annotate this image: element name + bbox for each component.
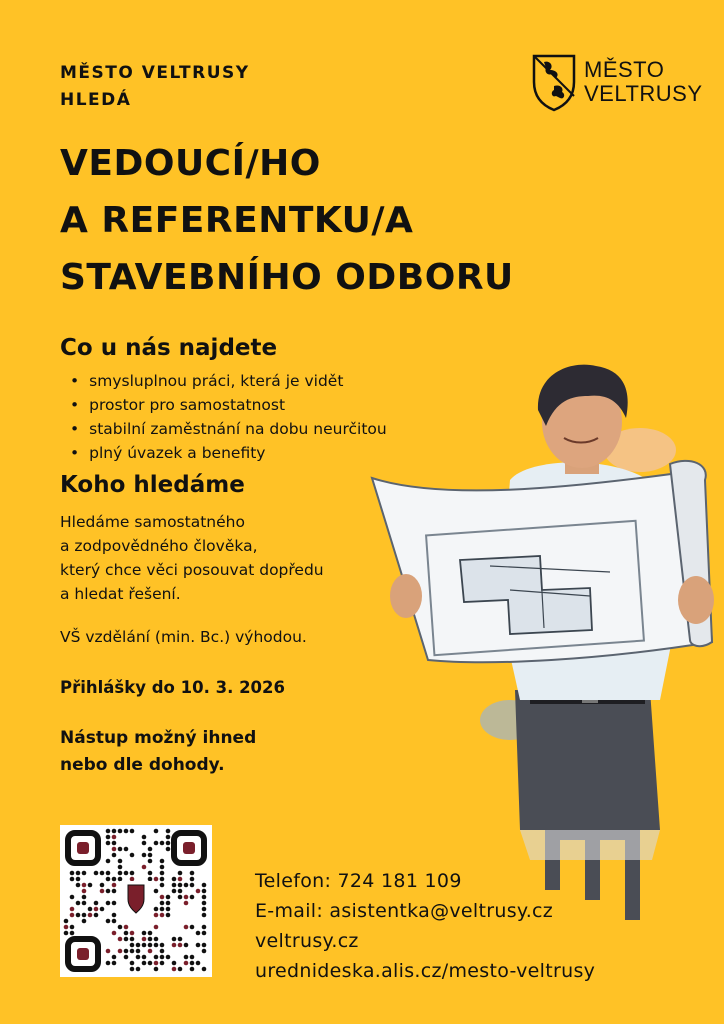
seek-line: a hledat řešení. [60, 585, 181, 603]
email-text[interactable]: E-mail: asistentka@veltrusy.cz [255, 900, 554, 922]
seek-line: který chce věci posouvat dopředu [60, 561, 324, 579]
list-item: • prostor pro samostatnost [70, 393, 387, 417]
title-line-3: STAVEBNÍHO ODBORU [60, 257, 514, 298]
city-coat-of-arms-icon [530, 52, 578, 112]
kicker-line-1: MĚSTO VELTRUSY [60, 63, 250, 83]
start-date-note [60, 725, 256, 779]
list-item: • plný úvazek a benefity [70, 441, 387, 465]
application-deadline: Přihlášky do 10. 3. 2026 [60, 678, 285, 697]
start-line-2: nebo dle dohody. [60, 755, 225, 775]
education-note: VŠ vzdělání (min. Bc.) výhodou. [60, 628, 307, 646]
title-line-2: A REFERENTKU/A [60, 200, 414, 241]
offer-list [70, 369, 387, 465]
seek-line: Hledáme samostatného [60, 513, 245, 531]
start-line-1: Nástup možný ihned [60, 728, 257, 748]
website-link[interactable]: veltrusy.cz [255, 930, 359, 952]
kicker-line-2: HLEDÁ [60, 90, 132, 110]
title-line-1: VEDOUCÍ/HO [60, 143, 321, 184]
qr-code[interactable] [60, 825, 212, 977]
seek-description [60, 510, 390, 606]
notice-board-link[interactable]: urednideska.alis.cz/mesto-veltrusy [255, 960, 596, 982]
seek-heading: Koho hledáme [60, 472, 245, 498]
list-item: • stabilní zaměstnání na dobu neurčitou [70, 417, 387, 441]
logo-text [584, 58, 703, 106]
offer-heading: Co u nás najdete [60, 335, 278, 361]
kicker-text [60, 60, 250, 114]
page-title [60, 135, 514, 306]
logo-line-2: VELTRUSY [584, 81, 703, 106]
logo-line-1: MĚSTO [584, 57, 665, 82]
seek-line: a zodpovědného člověka, [60, 537, 258, 555]
list-item: • smysluplnou práci, která je vidět [70, 369, 387, 393]
man-with-blueprint-illustration [360, 360, 724, 920]
phone-text[interactable]: Telefon: 724 181 109 [255, 870, 462, 892]
contact-info [255, 866, 595, 986]
